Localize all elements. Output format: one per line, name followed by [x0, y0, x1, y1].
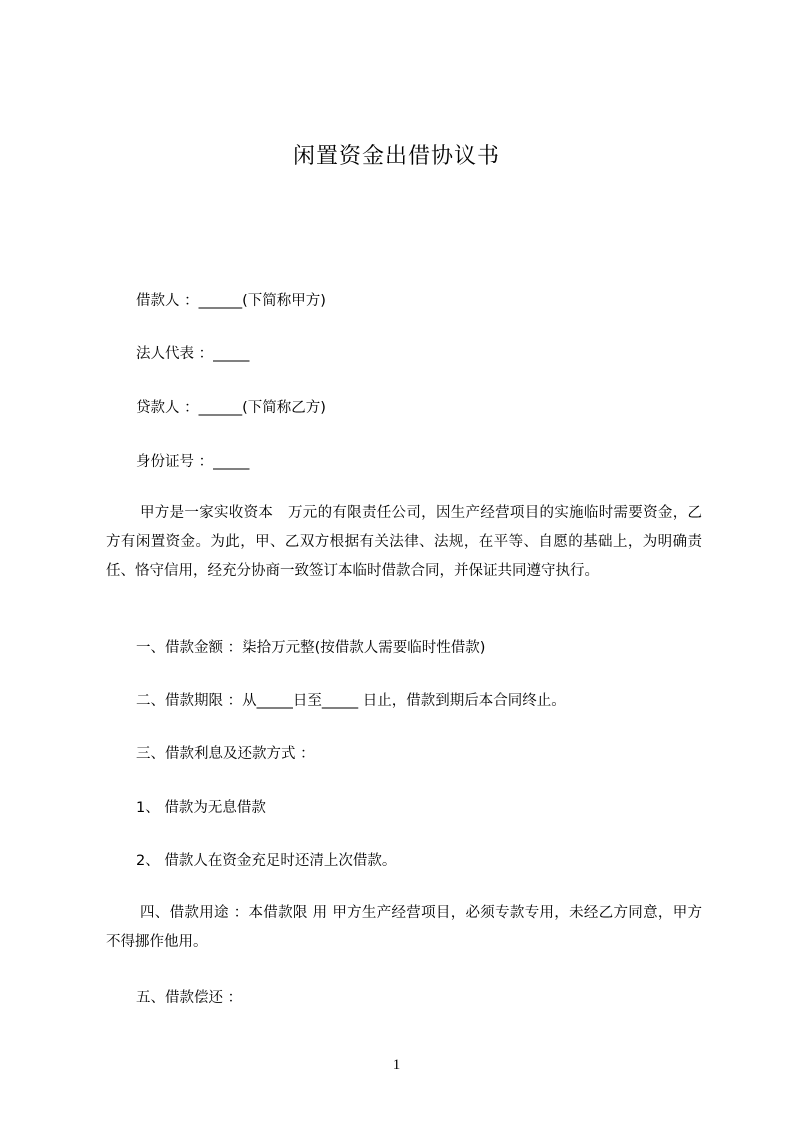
clause-interest-repayment: 三、借款利息及还款方式 ： [136, 746, 315, 762]
clause-interest-item-1: 1、 借款为无息借款 [136, 800, 266, 816]
clause-loan-purpose: 四、借款用途 ：本借款限 用 甲方生产经营项目，必须专款专用，未经乙方同意，甲方不得挪作他用。 [106, 905, 702, 950]
field-legal-representative: 法人代表 ：_____ [136, 346, 250, 362]
clause-loan-term: 二、借款期限 ：从_____日至_____ 日止，借款到期后本合同终止。 [136, 693, 566, 709]
clause-loan-repayment: 五、借款偿还 ： [136, 990, 243, 1006]
document-title: 闲置资金出借协议书 [292, 144, 500, 169]
field-borrower: 借款人 ：______(下简称甲方) [136, 293, 326, 309]
clause-interest-item-2: 2、 借款人在资金充足时还清上次借款。 [136, 853, 397, 869]
field-id-number: 身份证号 ：_____ [136, 454, 250, 470]
page-number: 1 [392, 1057, 401, 1073]
intro-paragraph: 甲方是一家实收资本 万元的有限责任公司，因生产经营项目的实施临时需要资金，乙方有闲置资金。为此，甲、乙双方根据有关法律、法规，在平等、自愿的基础上，为明确责任、恪守信用，经充分协商一致签订本临时借款合同，并保证共同遵守执行。 [106, 505, 702, 579]
clause-loan-amount: 一、借款金额 ：柒拾万元整(按借款人需要临时性借款) [136, 640, 486, 656]
field-lender: 贷款人 ：______(下简称乙方) [136, 400, 326, 416]
